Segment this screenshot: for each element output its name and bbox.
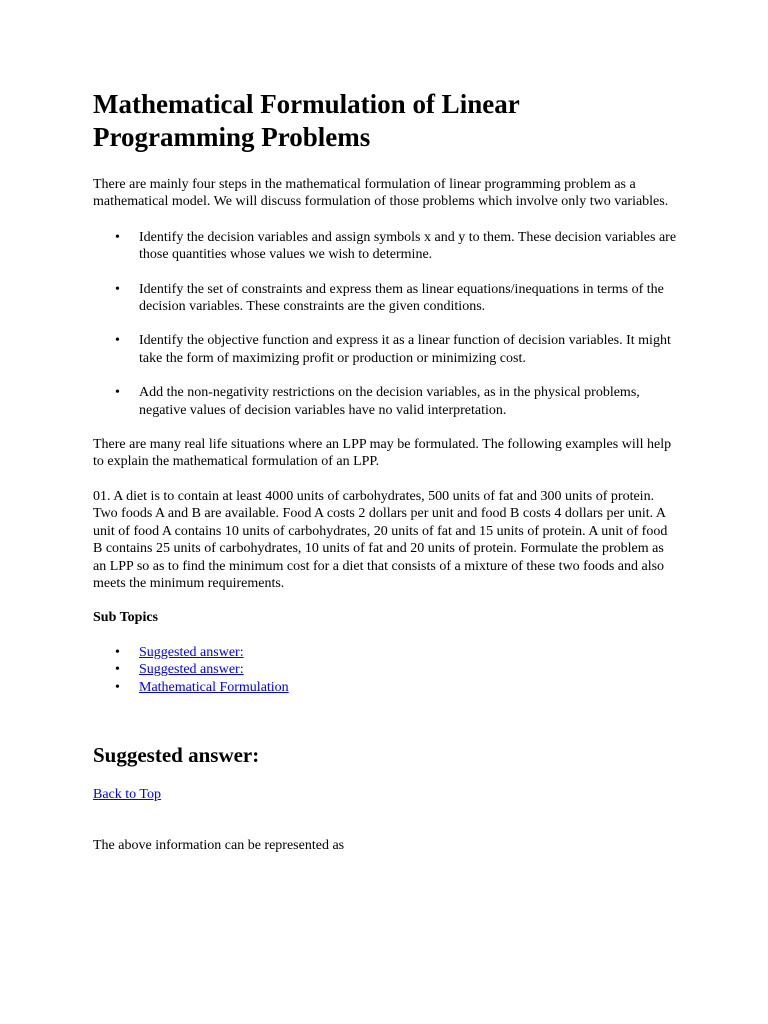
subtopic-item-2 (139, 661, 678, 678)
above-info-paragraph: The above information can be represented as (93, 838, 345, 854)
subtopic-item-1 (139, 644, 678, 661)
problem-01-paragraph: 01. A diet is to contain at least 4000 units of carbohydrates, 500 units of fat and 300 units of protein. Two foods A and B are available. Food A costs 2 dollars per unit and food B costs 4 dollars per unit. A unit of food A contains 10 units of carbohydrates, 20 units of fat and 15 units of protein. A unit of food B contains 25 units of carbohydrates, 10 units of fat and 20 units of protein. Formulate the problem as an LPP so as to find the minimum cost for a diet that consists of a mixture of these two foods and also meets the minimum requirements. (93, 488, 668, 591)
step-item-1: • Identify the decision variables and assign symbols x and y to them. These decision variables are those quantities whose values we wish to determine. (139, 229, 678, 264)
suggested-answer-heading: Suggested answer: (93, 742, 260, 767)
subtopics-list (93, 644, 678, 696)
subtopics-heading: Sub Topics (93, 610, 158, 626)
examples-intro-paragraph: There are many real life situations where an LPP may be formulated. The following examples will help to explain the mathematical formulation of an LPP. (93, 437, 672, 470)
subtopic-link-suggested-answer-2[interactable]: Suggested answer: (139, 662, 244, 678)
step-item-4: • Add the non-negativity restrictions on the decision variables, as in the physical problems, negative values of decision variables have no valid interpretation. (139, 384, 678, 419)
step-item-3: • Identify the objective function and express it as a linear function of decision variables. It might take the form of maximizing profit or production or minimizing cost. (139, 332, 678, 367)
page-title: Mathematical Formulation of Linear Programming Problems (93, 89, 520, 152)
subtopic-link-mathematical-formulation[interactable]: Mathematical Formulation (139, 679, 289, 695)
steps-list (93, 229, 678, 419)
back-to-top-link[interactable]: Back to Top (93, 786, 161, 802)
back-to-top-paragraph (93, 786, 678, 803)
subtopic-item-3 (139, 679, 678, 696)
step-item-2: • Identify the set of constraints and express them as linear equations/inequations in terms of the decision variables. These constraints are the given conditions. (139, 281, 678, 316)
subtopic-link-suggested-answer-1[interactable]: Suggested answer: (139, 644, 244, 660)
intro-paragraph: There are mainly four steps in the mathematical formulation of linear programming problem as a mathematical model. We will discuss formulation of those problems which involve only two variables. (93, 177, 669, 210)
